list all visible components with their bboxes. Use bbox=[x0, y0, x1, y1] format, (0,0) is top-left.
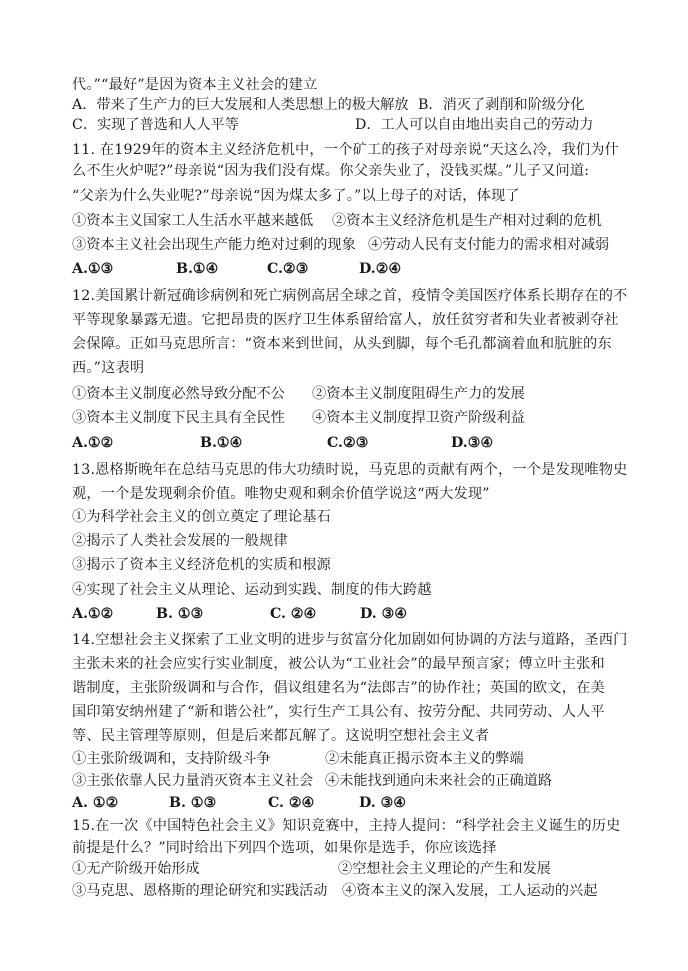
q11-item-1: ①资本主义国家工人生活水平越来越低 bbox=[72, 213, 314, 229]
q13-stem-line: 13.恩格斯晚年在总结马克思的伟大功绩时说，马克思的贡献有两个，一个是发现唯物史 bbox=[72, 462, 628, 478]
q11-item-3: ③资本主义社会出现生产能力绝对过剩的现象 bbox=[72, 237, 356, 253]
q14-stem-line: 谐制度，主张阶级调和与合作，倡议组建名为“法郎吉”的协作社；英国的欧文，在美 bbox=[72, 680, 605, 696]
q13-choice-c: C. ②④ bbox=[270, 606, 317, 622]
q14-item-1: ①主张阶级调和，支持阶级斗争 bbox=[72, 751, 271, 767]
q13-item-3: ③揭示了资本主义经济危机的实质和根源 bbox=[72, 557, 331, 573]
q12-choice-a: A.①② bbox=[72, 435, 114, 451]
q11-item-4: ④劳动人民有支付能力的需求相对减弱 bbox=[368, 237, 610, 253]
q13-stem-line: 观，一个是发现剩余价值。唯物史观和剩余价值学说这“两大发现” bbox=[72, 486, 490, 502]
q11-choice-c: C.②③ bbox=[267, 261, 309, 277]
option-c: C．实现了普选和人人平等 bbox=[72, 117, 239, 133]
q14-item-3: ③主张依靠人民力量消灭资本主义社会 bbox=[72, 773, 314, 789]
option-b: B．消灭了剥削和阶级分化 bbox=[418, 97, 585, 113]
q14-choice-b: B. ①③ bbox=[169, 795, 217, 811]
q12-stem-line: 平等现象暴露无遗。它把昂贵的医疗卫生体系留给富人，放任贫穷者和失业者被剥夺社 bbox=[72, 312, 619, 328]
q15-item-1: ①无产阶级开始形成 bbox=[72, 861, 200, 877]
q12-item-2: ②资本主义制度阻碍生产力的发展 bbox=[312, 386, 525, 402]
q15-item-3: ③马克思、恩格斯的理论研究和实践活动 bbox=[72, 883, 328, 899]
q12-choice-b: B.①④ bbox=[200, 435, 243, 451]
q14-stem-line: 14.空想社会主义探索了工业文明的进步与贫富分化加剧如何协调的方法与道路，圣西门 bbox=[72, 632, 628, 648]
option-a: A．带来了生产力的巨大发展和人类思想上的极大解放 bbox=[72, 97, 409, 113]
q14-stem-line: 国印第安纳州建了“新和谐公社”，实行生产工具公有、按劳分配、共同劳动、人人平 bbox=[72, 704, 605, 720]
q14-choice-d: D. ③④ bbox=[359, 795, 407, 811]
q11-stem-line: “父亲为什么失业呢?”母亲说“因为煤太多了。”以上母子的对话，体现了 bbox=[72, 188, 520, 204]
q12-stem-line: 西。”这表明 bbox=[72, 360, 145, 376]
q14-choice-c: C. ②④ bbox=[268, 795, 315, 811]
q11-stem-line: 11. 在1929年的资本主义经济危机中，一个矿工的孩子对母亲说“天这么冷，我们为什 bbox=[72, 142, 620, 158]
q13-choice-a: A.①② bbox=[72, 606, 114, 622]
q15-stem-line: 前提是什么？”同时给出下列四个选项，如果你是选手，你应该选择 bbox=[72, 840, 497, 856]
q13-item-2: ②揭示了人类社会发展的一般规律 bbox=[72, 533, 288, 549]
q15-item-4: ④资本主义的深入发展，工人运动的兴起 bbox=[342, 883, 598, 899]
q15-item-2: ②空想社会主义理论的产生和发展 bbox=[338, 861, 551, 877]
q11-choice-b: B.①④ bbox=[176, 261, 219, 277]
q11-choice-a: A.①③ bbox=[72, 261, 114, 277]
q12-choice-d: D.③④ bbox=[451, 435, 494, 451]
q12-item-4: ④资本主义制度捍卫资产阶级利益 bbox=[312, 410, 525, 426]
q14-item-4: ④未能找到通向未来社会的正确道路 bbox=[325, 773, 553, 789]
q15-stem-line: 15.在一次《中国特色社会主义》知识竞赛中，主持人提问：“科学社会主义诞生的历史 bbox=[72, 818, 621, 834]
q12-stem-line: 12.美国累计新冠确诊病例和死亡病例高居全球之首，疫情令美国医疗体系长期存在的不 bbox=[72, 288, 628, 304]
intro-line: 代。”“最好”是因为资本主义社会的建立 bbox=[72, 77, 318, 93]
q13-choice-d: D. ③④ bbox=[360, 606, 408, 622]
q13-choice-b: B. ①③ bbox=[156, 606, 204, 622]
q12-stem-line: 会保障。正如马克思所言：“资本来到世间，从头到脚，每个毛孔都滴着血和肮脏的东 bbox=[72, 336, 612, 352]
q11-stem-line: 么不生火炉呢?”母亲说“因为我们没有煤。你父亲失业了，没钱买煤。”儿子又问道: bbox=[72, 163, 590, 179]
q14-stem-line: 等、民主管理等原则，但是后来都瓦解了。这说明空想社会主义者 bbox=[72, 728, 490, 744]
q11-choice-d: D.②④ bbox=[359, 261, 402, 277]
option-d: D．工人可以自由地出卖自己的劳动力 bbox=[355, 117, 594, 133]
q12-item-1: ①资本主义制度必然导致分配不公 bbox=[72, 386, 285, 402]
q14-stem-line: 主张未来的社会应实行实业制度，被公认为“工业社会”的最早预言家；傅立叶主张和 bbox=[72, 656, 605, 672]
q11-item-2: ②资本主义经济危机是生产相对过剩的危机 bbox=[332, 213, 602, 229]
q13-item-1: ①为科学社会主义的创立奠定了理论基石 bbox=[72, 509, 331, 525]
q14-item-2: ②未能真正揭示资本主义的弊端 bbox=[325, 751, 524, 767]
q12-item-3: ③资本主义制度下民主具有全民性 bbox=[72, 410, 285, 426]
q14-choice-a: A. ①② bbox=[72, 795, 119, 811]
q12-choice-c: C.②③ bbox=[327, 435, 369, 451]
q13-item-4: ④实现了社会主义从理论、运动到实践、制度的伟大跨越 bbox=[72, 582, 432, 598]
